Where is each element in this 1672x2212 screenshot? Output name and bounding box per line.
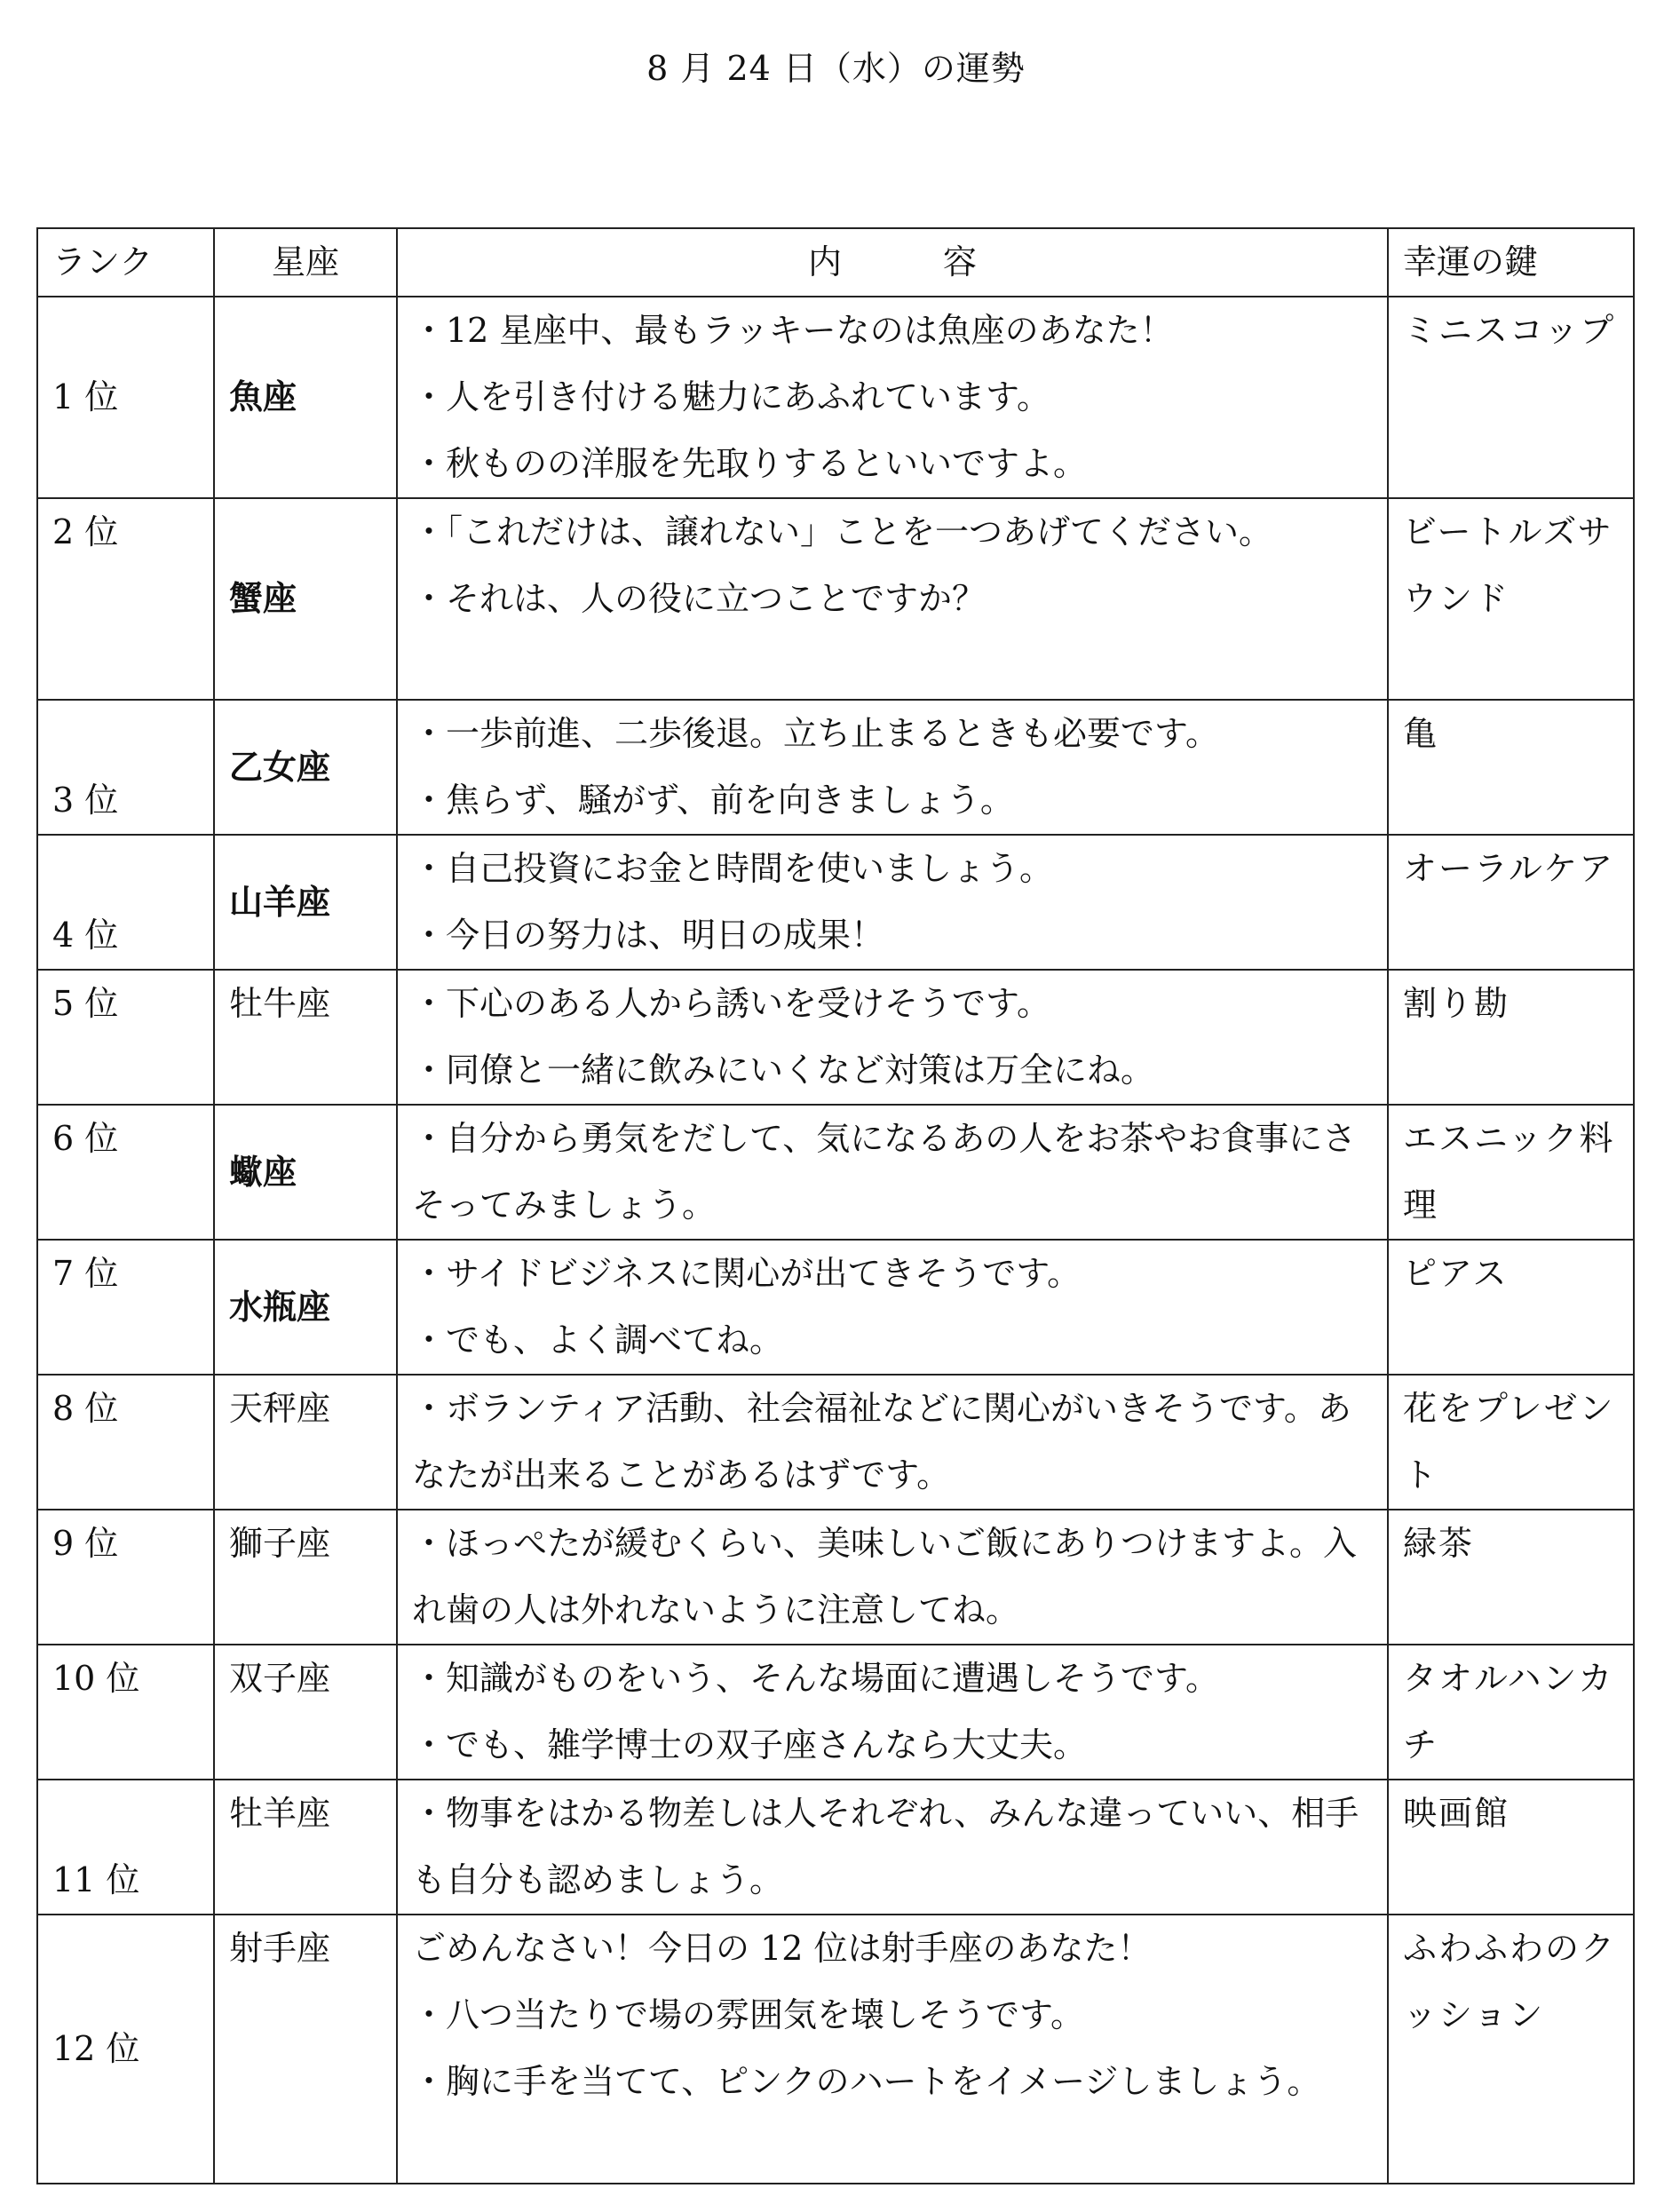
sign-cell: 乙女座 [214,700,397,835]
table-row [37,1915,1634,2184]
lucky-key-cell: ふわふわのクッション [1388,1915,1634,2184]
content-cell [397,297,1388,498]
rank-cell: 2 位 [37,498,214,700]
content-cell [397,1105,1388,1240]
lucky-key-cell: タオルハンカチ [1388,1645,1634,1780]
content-line: ・人を引き付ける魅力にあふれています。 [412,377,1050,416]
sign-cell: 魚座 [214,297,397,498]
sign-cell: 蟹座 [214,498,397,700]
content-line: ・今日の努力は、明日の成果！ [412,916,885,955]
content-line: ・秋ものの洋服を先取りするといいですよ。 [412,444,1088,483]
sign-cell: 双子座 [214,1645,397,1780]
content-line: ・でも、雑学博士の双子座さんなら大丈夫。 [412,1725,1088,1764]
header-content: 内 容 [397,228,1388,297]
content-cell [397,1645,1388,1780]
content-line: ・12 星座中、最もラッキーなのは魚座のあなた！ [412,311,1174,350]
sign-cell: 蠍座 [214,1105,397,1240]
content-line: ・でも、よく調べてね。 [412,1320,784,1360]
content-line: ・同僚と一緒に飲みにいくなど対策は万全にね。 [412,1051,1155,1090]
content-line: ごめんなさい！今日の 12 位は射手座のあなた！ [412,1929,1152,1968]
table-row [37,1240,1634,1375]
content-line: ・八つ当たりで場の雰囲気を壊しそうです。 [412,1995,1084,2034]
content-line: ・一歩前進、二歩後退。立ち止まるときも必要です。 [412,714,1219,753]
rank-cell: 11 位 [37,1780,214,1915]
rank-cell: 12 位 [37,1915,214,2184]
lucky-key-cell: オーラルケア [1388,835,1634,970]
table-row [37,1510,1634,1645]
content-cell [397,700,1388,835]
content-cell [397,1510,1388,1645]
content-cell [397,498,1388,700]
content-line: ・「これだけは、譲れない」ことを一つあげてください。 [412,512,1273,551]
table-row [37,1780,1634,1915]
table-row [37,835,1634,970]
content-cell [397,1375,1388,1510]
sign-cell: 水瓶座 [214,1240,397,1375]
table-row [37,1105,1634,1240]
rank-cell: 1 位 [37,297,214,498]
content-line: ・自分から勇気をだして、気になるあの人をお茶やお食事にさそってみましょう。 [412,1119,1357,1225]
rank-cell: 10 位 [37,1645,214,1780]
rank-cell: 9 位 [37,1510,214,1645]
content-line: ・知識がものをいう、そんな場面に遭遇しそうです。 [412,1659,1219,1698]
lucky-key-cell: 亀 [1388,700,1634,835]
rank-cell: 3 位 [37,700,214,835]
content-cell [397,1915,1388,2184]
rank-cell: 7 位 [37,1240,214,1375]
lucky-key-cell: 花をプレゼント [1388,1375,1634,1510]
table-row [37,1645,1634,1780]
content-cell [397,1780,1388,1915]
rank-cell: 6 位 [37,1105,214,1240]
content-line: ・胸に手を当てて、ピンクのハートをイメージしましょう。 [412,2062,1321,2101]
table-row [37,498,1634,700]
page-title: 8 月 24 日（水）の運勢 [646,49,1026,88]
sign-cell: 獅子座 [214,1510,397,1645]
content-cell [397,970,1388,1105]
lucky-key-cell: ビートルズサウンド [1388,498,1634,700]
content-cell [397,835,1388,970]
table-row [37,297,1634,498]
sign-cell: 山羊座 [214,835,397,970]
content-line: ・物事をはかる物差しは人それぞれ、みんな違っていい、相手も自分も認めましょう。 [412,1794,1359,1899]
lucky-key-cell: エスニック料理 [1388,1105,1634,1240]
content-line: ・ほっぺたが緩むくらい、美味しいご飯にありつけますよ。入れ歯の人は外れないように注意してね。 [412,1524,1358,1629]
table-row [37,700,1634,835]
sign-cell: 射手座 [214,1915,397,2184]
content-line: ・それは、人の役に立つことですか？ [412,579,987,618]
lucky-key-cell: ミニスコップ [1388,297,1634,498]
content-line: ・サイドビジネスに関心が出てきそうです。 [412,1254,1082,1293]
content-cell [397,1240,1388,1375]
sign-cell: 牡牛座 [214,970,397,1105]
lucky-key-cell: 映画館 [1388,1780,1634,1915]
lucky-key-cell: 割り勘 [1388,970,1634,1105]
content-line: ・下心のある人から誘いを受けそうです。 [412,984,1050,1023]
header-row [37,228,1634,297]
fortune-table [36,227,1635,2184]
header-rank: ランク [37,228,214,297]
table-row [37,970,1634,1105]
sign-cell: 牡羊座 [214,1780,397,1915]
lucky-key-cell: ピアス [1388,1240,1634,1375]
content-line: ・自己投資にお金と時間を使いましょう。 [412,849,1054,888]
rank-cell: 5 位 [37,970,214,1105]
sign-cell: 天秤座 [214,1375,397,1510]
rank-cell: 4 位 [37,835,214,970]
header-key: 幸運の鍵 [1388,228,1634,297]
header-sign: 星座 [214,228,397,297]
table-row [37,1375,1634,1510]
content-line: ・焦らず、騒がず、前を向きましょう。 [412,781,1014,820]
rank-cell: 8 位 [37,1375,214,1510]
lucky-key-cell: 緑茶 [1388,1510,1634,1645]
content-line: ・ボランティア活動、社会福祉などに関心がいきそうです。あなたが出来ることがあるはずです。 [412,1389,1351,1494]
